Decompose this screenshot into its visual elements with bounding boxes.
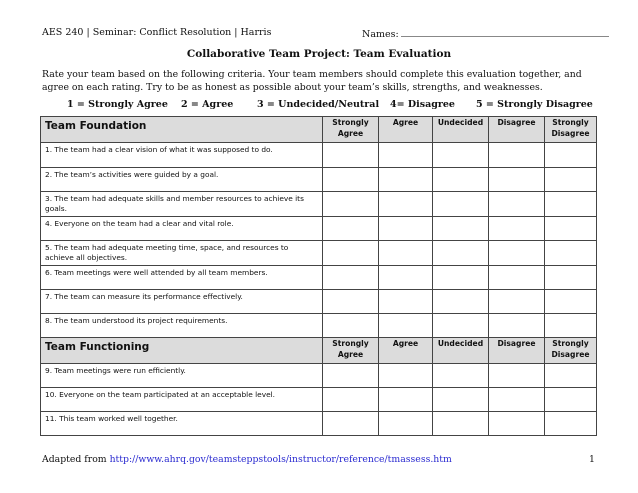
criterion-text: 10. Everyone on the team participated at an acceptable level. — [41, 388, 323, 412]
section-title-team-foundation: Team Foundation — [41, 117, 323, 143]
criterion-text: 6. Team meetings were well attended by all team members. — [41, 266, 323, 290]
table-row — [41, 266, 597, 290]
rating-cell[interactable] — [379, 412, 433, 436]
rating-cell[interactable] — [323, 364, 379, 388]
rating-cell[interactable] — [433, 314, 489, 338]
rating-cell[interactable] — [433, 192, 489, 217]
column-undecided: Undecided — [433, 338, 489, 364]
page-title: Collaborative Team Project: Team Evaluation — [186, 48, 452, 60]
scale-2: 2 = Agree — [181, 99, 234, 110]
rating-cell[interactable] — [545, 168, 597, 192]
names-label: Names: — [362, 29, 399, 40]
rating-cell[interactable] — [433, 266, 489, 290]
criterion-text: 7. The team can measure its performance effectively. — [41, 290, 323, 314]
rating-cell[interactable] — [545, 266, 597, 290]
page-number: 1 — [589, 454, 595, 465]
rating-cell[interactable] — [489, 412, 545, 436]
rating-cell[interactable] — [323, 388, 379, 412]
section-header-row — [41, 117, 597, 143]
table-row — [41, 388, 597, 412]
rating-cell[interactable] — [433, 388, 489, 412]
table-row — [41, 168, 597, 192]
rating-cell[interactable] — [433, 143, 489, 168]
rating-cell[interactable] — [323, 290, 379, 314]
names-blank-line — [401, 27, 609, 37]
rating-cell[interactable] — [545, 364, 597, 388]
rating-cell[interactable] — [323, 266, 379, 290]
criterion-text: 1. The team had a clear vision of what it was supposed to do. — [41, 143, 323, 168]
table-row — [41, 290, 597, 314]
rating-cell[interactable] — [489, 143, 545, 168]
column-agree: Agree — [379, 117, 433, 143]
rating-cell[interactable] — [433, 290, 489, 314]
column-strongly-disagree: Strongly Disagree — [545, 117, 597, 143]
rating-cell[interactable] — [379, 168, 433, 192]
scale-5: 5 = Strongly Disagree — [476, 99, 593, 110]
rating-cell[interactable] — [323, 412, 379, 436]
names-field — [362, 27, 609, 40]
rating-cell[interactable] — [433, 364, 489, 388]
column-strongly-disagree: Strongly Disagree — [545, 338, 597, 364]
evaluation-table — [40, 116, 597, 436]
rating-cell[interactable] — [323, 241, 379, 266]
table-row — [41, 143, 597, 168]
rating-cell[interactable] — [323, 168, 379, 192]
criterion-text: 8. The team understood its project requirements. — [41, 314, 323, 338]
table-row — [41, 364, 597, 388]
rating-cell[interactable] — [379, 314, 433, 338]
rating-cell[interactable] — [433, 217, 489, 241]
table-row — [41, 412, 597, 436]
rating-cell[interactable] — [379, 290, 433, 314]
rating-cell[interactable] — [545, 290, 597, 314]
scale-1: 1 = Strongly Agree — [67, 99, 168, 110]
table-row — [41, 217, 597, 241]
rating-cell[interactable] — [323, 314, 379, 338]
table-row — [41, 314, 597, 338]
rating-cell[interactable] — [379, 192, 433, 217]
rating-cell[interactable] — [379, 364, 433, 388]
rating-cell[interactable] — [545, 314, 597, 338]
column-disagree: Disagree — [489, 338, 545, 364]
criterion-text: 2. The team’s activities were guided by a goal. — [41, 168, 323, 192]
table-row — [41, 241, 597, 266]
rating-cell[interactable] — [545, 388, 597, 412]
criterion-text: 3. The team had adequate skills and member resources to achieve its goals. — [41, 192, 323, 217]
column-agree: Agree — [379, 338, 433, 364]
rating-cell[interactable] — [545, 217, 597, 241]
rating-cell[interactable] — [433, 241, 489, 266]
course-header: AES 240 | Seminar: Conflict Resolution | Harris — [42, 27, 272, 38]
rating-cell[interactable] — [489, 314, 545, 338]
rating-cell[interactable] — [545, 143, 597, 168]
rating-cell[interactable] — [379, 241, 433, 266]
scale-4: 4= Disagree — [390, 99, 455, 110]
rating-cell[interactable] — [323, 192, 379, 217]
criterion-text: 4. Everyone on the team had a clear and vital role. — [41, 217, 323, 241]
rating-cell[interactable] — [489, 388, 545, 412]
rating-cell[interactable] — [433, 412, 489, 436]
rating-cell[interactable] — [489, 241, 545, 266]
column-disagree: Disagree — [489, 117, 545, 143]
column-undecided: Undecided — [433, 117, 489, 143]
rating-cell[interactable] — [489, 266, 545, 290]
column-strongly-agree: Strongly Agree — [323, 117, 379, 143]
rating-cell[interactable] — [323, 217, 379, 241]
rating-cell[interactable] — [545, 192, 597, 217]
rating-cell[interactable] — [379, 143, 433, 168]
rating-cell[interactable] — [489, 168, 545, 192]
criterion-text: 9. Team meetings were run efficiently. — [41, 364, 323, 388]
rating-cell[interactable] — [489, 290, 545, 314]
rating-cell[interactable] — [489, 217, 545, 241]
scale-3: 3 = Undecided/Neutral — [257, 99, 380, 110]
rating-cell[interactable] — [489, 192, 545, 217]
footer-citation — [42, 454, 452, 465]
rating-cell[interactable] — [489, 364, 545, 388]
source-link[interactable]: http://www.ahrq.gov/teamsteppstools/instructor/reference/tmassess.htm — [109, 454, 452, 465]
column-strongly-agree: Strongly Agree — [323, 338, 379, 364]
criterion-text: 5. The team had adequate meeting time, space, and resources to achieve all objectives. — [41, 241, 323, 266]
instructions-text: Rate your team based on the following criteria. Your team members should complete this evaluation together, and agree on each rating. Try to be as honest as possible about your team’s skills, strengths, and weaknesses. — [42, 69, 582, 93]
rating-cell[interactable] — [323, 143, 379, 168]
section-title-team-functioning: Team Functioning — [41, 338, 323, 364]
table-row — [41, 192, 597, 217]
rating-cell[interactable] — [545, 412, 597, 436]
rating-cell[interactable] — [379, 266, 433, 290]
rating-cell[interactable] — [379, 388, 433, 412]
criterion-text: 11. This team worked well together. — [41, 412, 323, 436]
rating-cell[interactable] — [379, 217, 433, 241]
rating-cell[interactable] — [433, 168, 489, 192]
section-header-row — [41, 338, 597, 364]
rating-cell[interactable] — [545, 241, 597, 266]
footer-prefix: Adapted from — [42, 454, 110, 465]
